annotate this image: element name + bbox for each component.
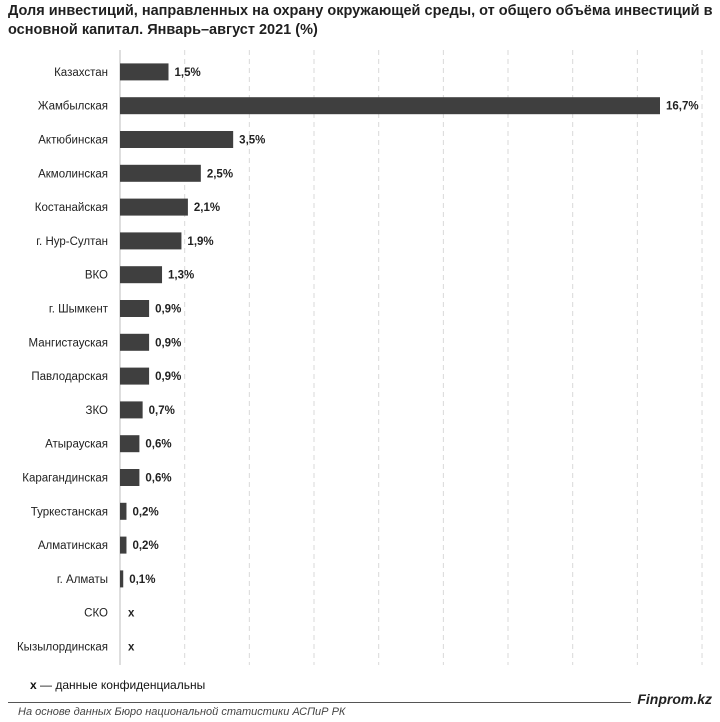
value-label: x bbox=[128, 641, 135, 654]
bar bbox=[120, 334, 149, 351]
value-label: 0,1% bbox=[129, 573, 156, 586]
footnote bbox=[30, 678, 205, 692]
category-label: Акмолинская bbox=[38, 168, 108, 181]
category-label: г. Шымкент bbox=[48, 303, 108, 316]
bar bbox=[120, 435, 139, 452]
bar bbox=[120, 232, 181, 249]
value-label: 1,5% bbox=[174, 66, 201, 79]
bar bbox=[120, 503, 126, 520]
category-label: Кызылординская bbox=[16, 641, 108, 654]
bar bbox=[120, 300, 149, 317]
bar bbox=[120, 401, 143, 418]
value-label: 0,6% bbox=[145, 472, 172, 485]
category-labels bbox=[17, 67, 109, 654]
bar bbox=[120, 368, 149, 385]
category-label: Карагандинская bbox=[22, 472, 108, 485]
value-label: 0,7% bbox=[148, 404, 175, 417]
category-label: Костанайская bbox=[34, 202, 108, 215]
value-label: 0,9% bbox=[155, 303, 182, 316]
bar bbox=[120, 63, 169, 80]
value-label: 0,9% bbox=[155, 371, 182, 384]
value-label: 0,6% bbox=[145, 438, 172, 451]
category-label: Мангистауская bbox=[28, 337, 108, 350]
bar bbox=[120, 469, 139, 486]
value-label: 1,9% bbox=[187, 235, 214, 248]
value-label: 2,5% bbox=[206, 168, 234, 181]
brand-logo: Finprom.kz bbox=[631, 691, 712, 707]
category-label: СКО bbox=[84, 607, 108, 620]
source-note: На основе данных Бюро национальной статистики АСПиР РК bbox=[18, 706, 346, 718]
category-label: Павлодарская bbox=[31, 371, 108, 384]
category-label: Атырауская bbox=[45, 438, 108, 451]
value-label: 1,3% bbox=[168, 269, 195, 282]
category-label: Жамбылская bbox=[37, 100, 108, 113]
value-label: 0,2% bbox=[132, 506, 159, 519]
bar bbox=[120, 266, 162, 283]
category-label: Алматинская bbox=[37, 540, 108, 553]
bar bbox=[120, 97, 660, 114]
value-labels bbox=[128, 67, 699, 654]
bar bbox=[120, 199, 188, 216]
value-label: 16,7% bbox=[666, 100, 699, 113]
category-label: г. Алматы bbox=[56, 573, 108, 586]
category-label: ВКО bbox=[84, 269, 108, 282]
value-label: 3,5% bbox=[239, 134, 266, 147]
value-label: 0,2% bbox=[132, 540, 159, 553]
bar bbox=[120, 131, 233, 148]
value-label: 2,1% bbox=[193, 202, 221, 215]
footnote-text: — данные конфиденциальны bbox=[36, 678, 206, 692]
category-label: Туркестанская bbox=[30, 506, 108, 519]
category-label: ЗКО bbox=[85, 404, 108, 417]
footnote-symbol: x bbox=[30, 678, 37, 692]
category-label: г. Нур-Султан bbox=[36, 235, 108, 248]
footer-divider bbox=[8, 702, 710, 703]
chart-title: Доля инвестиций, направленных на охрану окружающей среды, от общего объёма инвестиций в основной капитал. Январь–август 2021 (%) bbox=[8, 3, 713, 38]
bar bbox=[120, 537, 126, 554]
category-label: Актюбинская bbox=[38, 134, 108, 147]
value-label: x bbox=[128, 607, 135, 620]
value-label: 0,9% bbox=[155, 337, 182, 350]
bars bbox=[120, 63, 660, 587]
bar bbox=[120, 165, 201, 182]
bar bbox=[120, 570, 123, 587]
category-label: Казахстан bbox=[54, 66, 108, 79]
